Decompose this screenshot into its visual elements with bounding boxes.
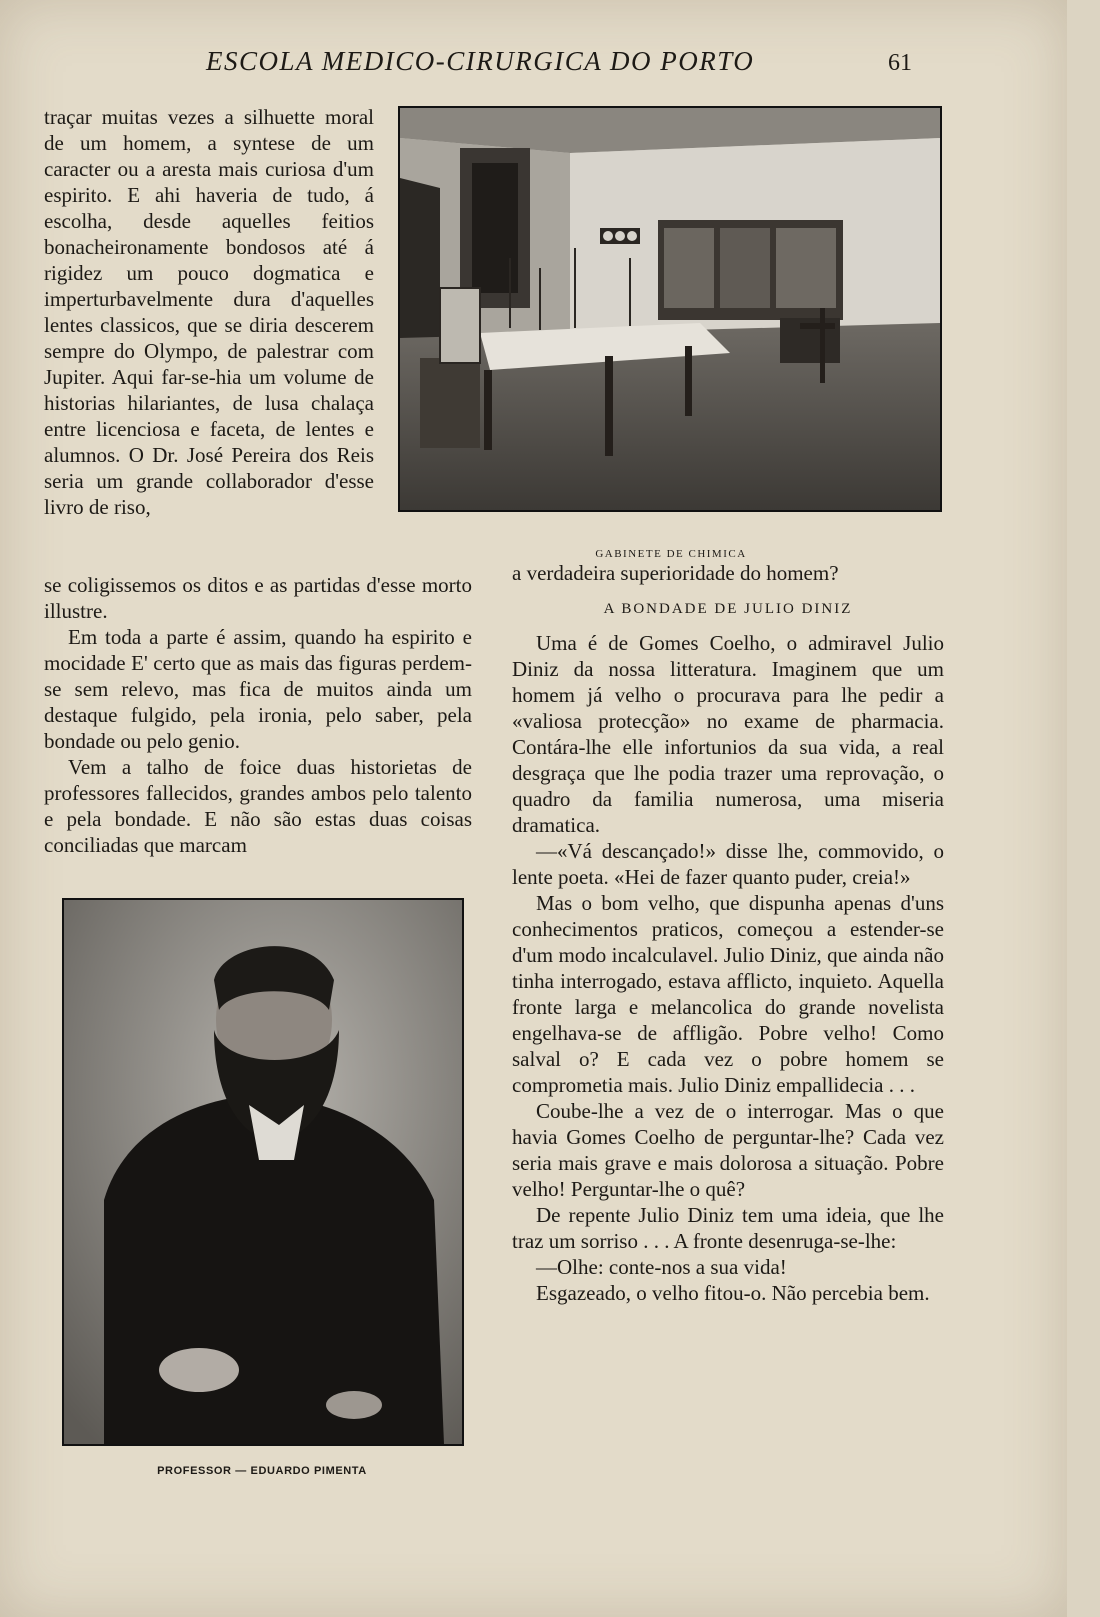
portrait-caption: PROFESSOR — EDUARDO PIMENTA bbox=[157, 1465, 367, 1477]
right-column bbox=[512, 560, 944, 1306]
paragraph: Esgazeado, o velho fitou-o. Não percebia bem. bbox=[536, 1281, 930, 1305]
paragraph: traçar muitas vezes a silhuette moral de um homem, a syntese de um caracter ou a aresta mais curiosa d'um espirito. E ahi haveria de tudo, á escolha, desde aquelles feitios bonacheironamente bondosos até á rigidez um pouco dogmatica e imperturbavelmente dura d'aquelles lentes classicos, que se diria descerem sempre do Olympo, de palestrar com Jupiter. Aqui far-se-hia um volume de historias hilariantes, de lusa chalaça entre licenciosa e faceta, de lentes e alumnos. O Dr. José Pereira dos Reis seria um grande collaborador d'esse livro de riso, bbox=[44, 105, 374, 519]
chemistry-cabinet-photo bbox=[398, 106, 942, 512]
paragraph: De repente Julio Diniz tem uma ideia, que lhe traz um sorriso . . . A fronte desenruga-se-lhe: bbox=[512, 1203, 944, 1253]
paragraph: Mas o bom velho, que dispunha apenas d'uns conhecimentos praticos, começou a estender-se d'um modo incalculavel. Julio Diniz, que ainda não tinha interrogado, estava afflicto, inquieto. Aquella fronte larga e melancolica do grande novelista engelhava-se de affligão. Pobre velho! Como salval o? E cada vez o pobre homem se comprometia mais. Julio Diniz empallidecia . . . bbox=[512, 891, 944, 1097]
paragraph: Em toda a parte é assim, quando ha espirito e mocidade E' certo que as mais das figuras perdem-se sem relevo, mas fica de muitos ainda um destaque fulgido, pela ironia, pelo saber, pela bondade ou pelo genio. bbox=[44, 625, 472, 753]
paragraph: a verdadeira superioridade do homem? bbox=[512, 561, 839, 585]
paragraph: Uma é de Gomes Coelho, o admiravel Julio Diniz da nossa litteratura. Imaginem que um homem já velho o procurava para lhe pedir a «valiosa protecção» no exame de pharmacia. Contára-lhe elle infortunios da sua vida, a real desgraça que lhe podia trazer uma reprovação, o quadro da familia numerosa, uma miseria dramatica. bbox=[512, 631, 944, 837]
paragraph: —Olhe: conte-nos a sua vida! bbox=[536, 1255, 787, 1279]
running-head bbox=[0, 42, 1067, 82]
section-heading: A BONDADE DE JULIO DINIZ bbox=[603, 601, 853, 617]
left-column-wide bbox=[44, 572, 472, 858]
professor-portrait-photo bbox=[62, 898, 464, 1446]
paragraph: Vem a talho de foice duas historietas de professores fallecidos, grandes ambos pelo talento e pela bondade. E não são estas duas coisas conciliadas que marcam bbox=[44, 755, 472, 857]
running-title: ESCOLA MEDICO-CIRURGICA DO PORTO bbox=[206, 46, 755, 76]
page-number: 61 bbox=[888, 50, 912, 76]
paragraph: —«Vá descançado!» disse lhe, commovido, o lente poeta. «Hei de fazer quanto puder, creia!» bbox=[512, 839, 944, 889]
paragraph: Coube-lhe a vez de o interrogar. Mas o que havia Gomes Coelho de perguntar-lhe? Cada vez seria mais grave e mais dolorosa a situação. Pobre velho! Perguntar-lhe o quê? bbox=[512, 1099, 944, 1201]
left-column-narrow bbox=[44, 104, 374, 520]
chemistry-photo-caption: GABINETE DE CHIMICA bbox=[595, 548, 747, 560]
paragraph: se coligissemos os ditos e as partidas d'esse morto illustre. bbox=[44, 573, 472, 623]
